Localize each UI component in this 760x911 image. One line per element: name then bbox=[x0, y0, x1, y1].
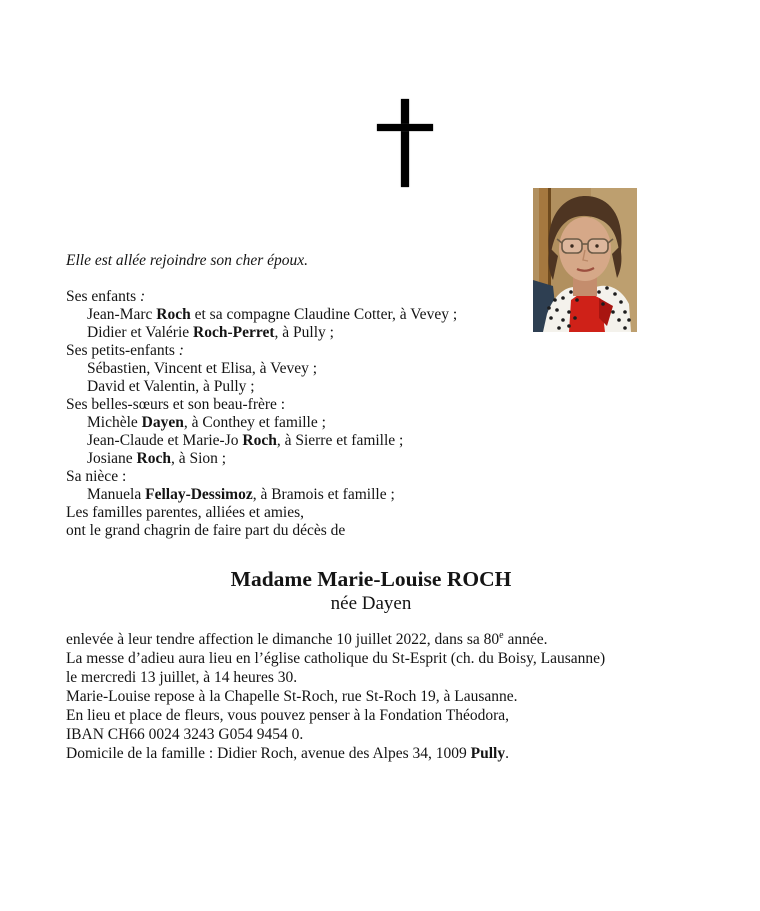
family-line bbox=[66, 378, 676, 396]
family-line bbox=[66, 288, 676, 306]
text-segment: Roch-Perret bbox=[193, 324, 275, 341]
family-line bbox=[66, 306, 676, 324]
text-segment: : bbox=[140, 288, 146, 305]
family-line bbox=[66, 450, 676, 468]
text-segment: , à Sion ; bbox=[170, 450, 227, 467]
detail-line bbox=[66, 630, 676, 649]
family-line bbox=[66, 360, 676, 378]
text-segment: Sa nièce : bbox=[66, 468, 127, 485]
text-segment: , à Sierre et famille ; bbox=[276, 432, 404, 449]
text-segment: En lieu et place de fleurs, vous pouvez penser à la Fondation Théodora, bbox=[66, 707, 510, 724]
text-segment: Sébastien, Vincent et Elisa, à Vevey ; bbox=[87, 360, 318, 377]
text-segment: e bbox=[499, 629, 504, 641]
text-segment: David et Valentin, à Pully ; bbox=[87, 378, 255, 395]
text-segment: Ses petits-enfants bbox=[66, 342, 179, 359]
family-line bbox=[66, 414, 676, 432]
cross-horizontal-bar bbox=[377, 124, 433, 131]
family-line bbox=[66, 324, 676, 342]
family-line bbox=[66, 432, 676, 450]
family-line bbox=[66, 486, 676, 504]
text-segment: Pully bbox=[470, 745, 506, 762]
family-line bbox=[66, 396, 676, 414]
text-segment: Dayen bbox=[141, 414, 184, 431]
text-segment: Marie-Louise repose à la Chapelle St-Roch, rue St-Roch 19, à Lausanne. bbox=[66, 688, 518, 705]
text-segment: Ses enfants bbox=[66, 288, 141, 305]
text-segment: Didier et Valérie bbox=[87, 324, 194, 341]
text-segment: Ses belles-sœurs et son beau-frère : bbox=[66, 396, 286, 413]
text-segment: Les familles parentes, alliées et amies, bbox=[66, 504, 305, 521]
text-segment: Roch bbox=[242, 432, 277, 449]
text-segment: Josiane bbox=[87, 450, 137, 467]
maiden-name: née Dayen bbox=[330, 593, 412, 614]
deceased-title-block bbox=[66, 566, 676, 616]
text-segment: Jean-Marc bbox=[87, 306, 157, 323]
text-segment: enlevée à leur tendre affection le dimanche 10 juillet 2022, dans sa 80 bbox=[66, 631, 500, 648]
detail-line bbox=[66, 668, 676, 687]
family-line bbox=[66, 342, 676, 360]
detail-line bbox=[66, 706, 676, 725]
text-segment: IBAN CH66 0024 3243 G054 9454 0. bbox=[66, 726, 304, 743]
text-segment: ont le grand chagrin de faire part du décès de bbox=[66, 522, 346, 539]
text-segment: . bbox=[505, 745, 509, 762]
text-segment: , à Bramois et famille ; bbox=[252, 486, 395, 503]
family-list bbox=[66, 288, 676, 540]
cross-vertical-bar bbox=[401, 99, 409, 187]
family-line bbox=[66, 468, 676, 486]
latin-cross-icon bbox=[377, 99, 433, 187]
text-segment: Fellay-Dessimoz bbox=[145, 486, 253, 503]
text-segment: Domicile de la famille : Didier Roch, avenue des Alpes 34, 1009 bbox=[66, 745, 471, 762]
text-segment: le mercredi 13 juillet, à 14 heures 30. bbox=[66, 669, 298, 686]
text-segment: , à Pully ; bbox=[274, 324, 334, 341]
text-segment: Roch bbox=[136, 450, 171, 467]
text-segment: Manuela bbox=[87, 486, 146, 503]
text-segment: Roch bbox=[156, 306, 191, 323]
text-segment: et sa compagne Claudine Cotter, à Vevey ; bbox=[190, 306, 458, 323]
text-segment: : bbox=[178, 342, 184, 359]
detail-line bbox=[66, 687, 676, 706]
detail-line bbox=[66, 725, 676, 744]
eye-right bbox=[595, 244, 598, 247]
text-segment: La messe d’adieu aura lieu en l’église catholique du St-Esprit (ch. du Boisy, Lausanne) bbox=[66, 650, 606, 667]
eye-left bbox=[570, 244, 573, 247]
notice-text-column bbox=[66, 252, 676, 763]
text-segment: , à Conthey et famille ; bbox=[183, 414, 326, 431]
funeral-details bbox=[66, 630, 676, 763]
text-segment: Jean-Claude et Marie-Jo bbox=[87, 432, 243, 449]
text-segment: année. bbox=[503, 631, 548, 648]
detail-line bbox=[66, 744, 676, 763]
epitaph-line: Elle est allée rejoindre son cher époux. bbox=[66, 252, 309, 269]
text-segment: Michèle bbox=[87, 414, 142, 431]
family-line bbox=[66, 504, 676, 522]
deceased-name: Madame Marie-Louise ROCH bbox=[230, 567, 512, 591]
family-line bbox=[66, 522, 676, 540]
detail-line bbox=[66, 649, 676, 668]
